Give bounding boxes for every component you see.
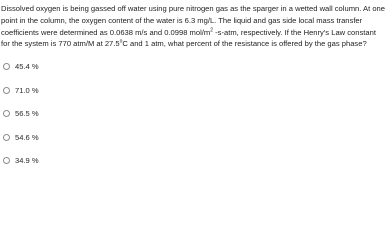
radio-button-icon[interactable] xyxy=(3,157,10,164)
question-line-3 xyxy=(1,27,376,39)
radio-button-icon[interactable] xyxy=(3,110,10,117)
question-line-3-text-b: -s-atm, respectively. If the Henry's Law constant xyxy=(213,27,376,37)
question-line-4-text-a: for the system is 770 atm/M at 27.5 xyxy=(1,39,120,49)
answer-option-a[interactable] xyxy=(3,61,203,72)
answer-option-label: 34.9 % xyxy=(15,156,39,166)
question-line-4-text-b: C and 1 atm, what percent of the resistance is offered by the gas phase? xyxy=(122,39,367,49)
question-text xyxy=(1,3,385,50)
answer-option-label: 54.6 % xyxy=(15,132,39,142)
question-line-4 xyxy=(1,38,367,50)
radio-button-icon[interactable] xyxy=(3,134,10,141)
answer-option-c[interactable] xyxy=(3,108,203,119)
answer-option-label: 71.0 % xyxy=(15,85,39,95)
radio-button-icon[interactable] xyxy=(3,87,10,94)
radio-button-icon[interactable] xyxy=(3,63,10,70)
answer-option-e[interactable] xyxy=(3,155,203,166)
squared-superscript: 2 xyxy=(210,27,214,34)
degree-superscript: o xyxy=(119,38,123,45)
answer-option-label: 45.4 % xyxy=(15,62,39,71)
answer-option-d[interactable] xyxy=(3,132,203,143)
question-line-1: Dissolved oxygen is being gassed off water using pure nitrogen gas as the sparger in a wetted wall column. At one xyxy=(1,4,385,13)
answer-option-label: 56.5 % xyxy=(15,109,39,119)
question-line-3-text-a: coefficients were determined as 0.0638 m/s and 0.0998 mol/m xyxy=(1,27,211,37)
answer-option-b[interactable] xyxy=(3,85,203,96)
question-line-2: point in the column, the oxygen content of the water is 6.3 mg/L. The liquid and gas side local mass transfer xyxy=(1,15,363,25)
answer-options xyxy=(3,61,203,179)
